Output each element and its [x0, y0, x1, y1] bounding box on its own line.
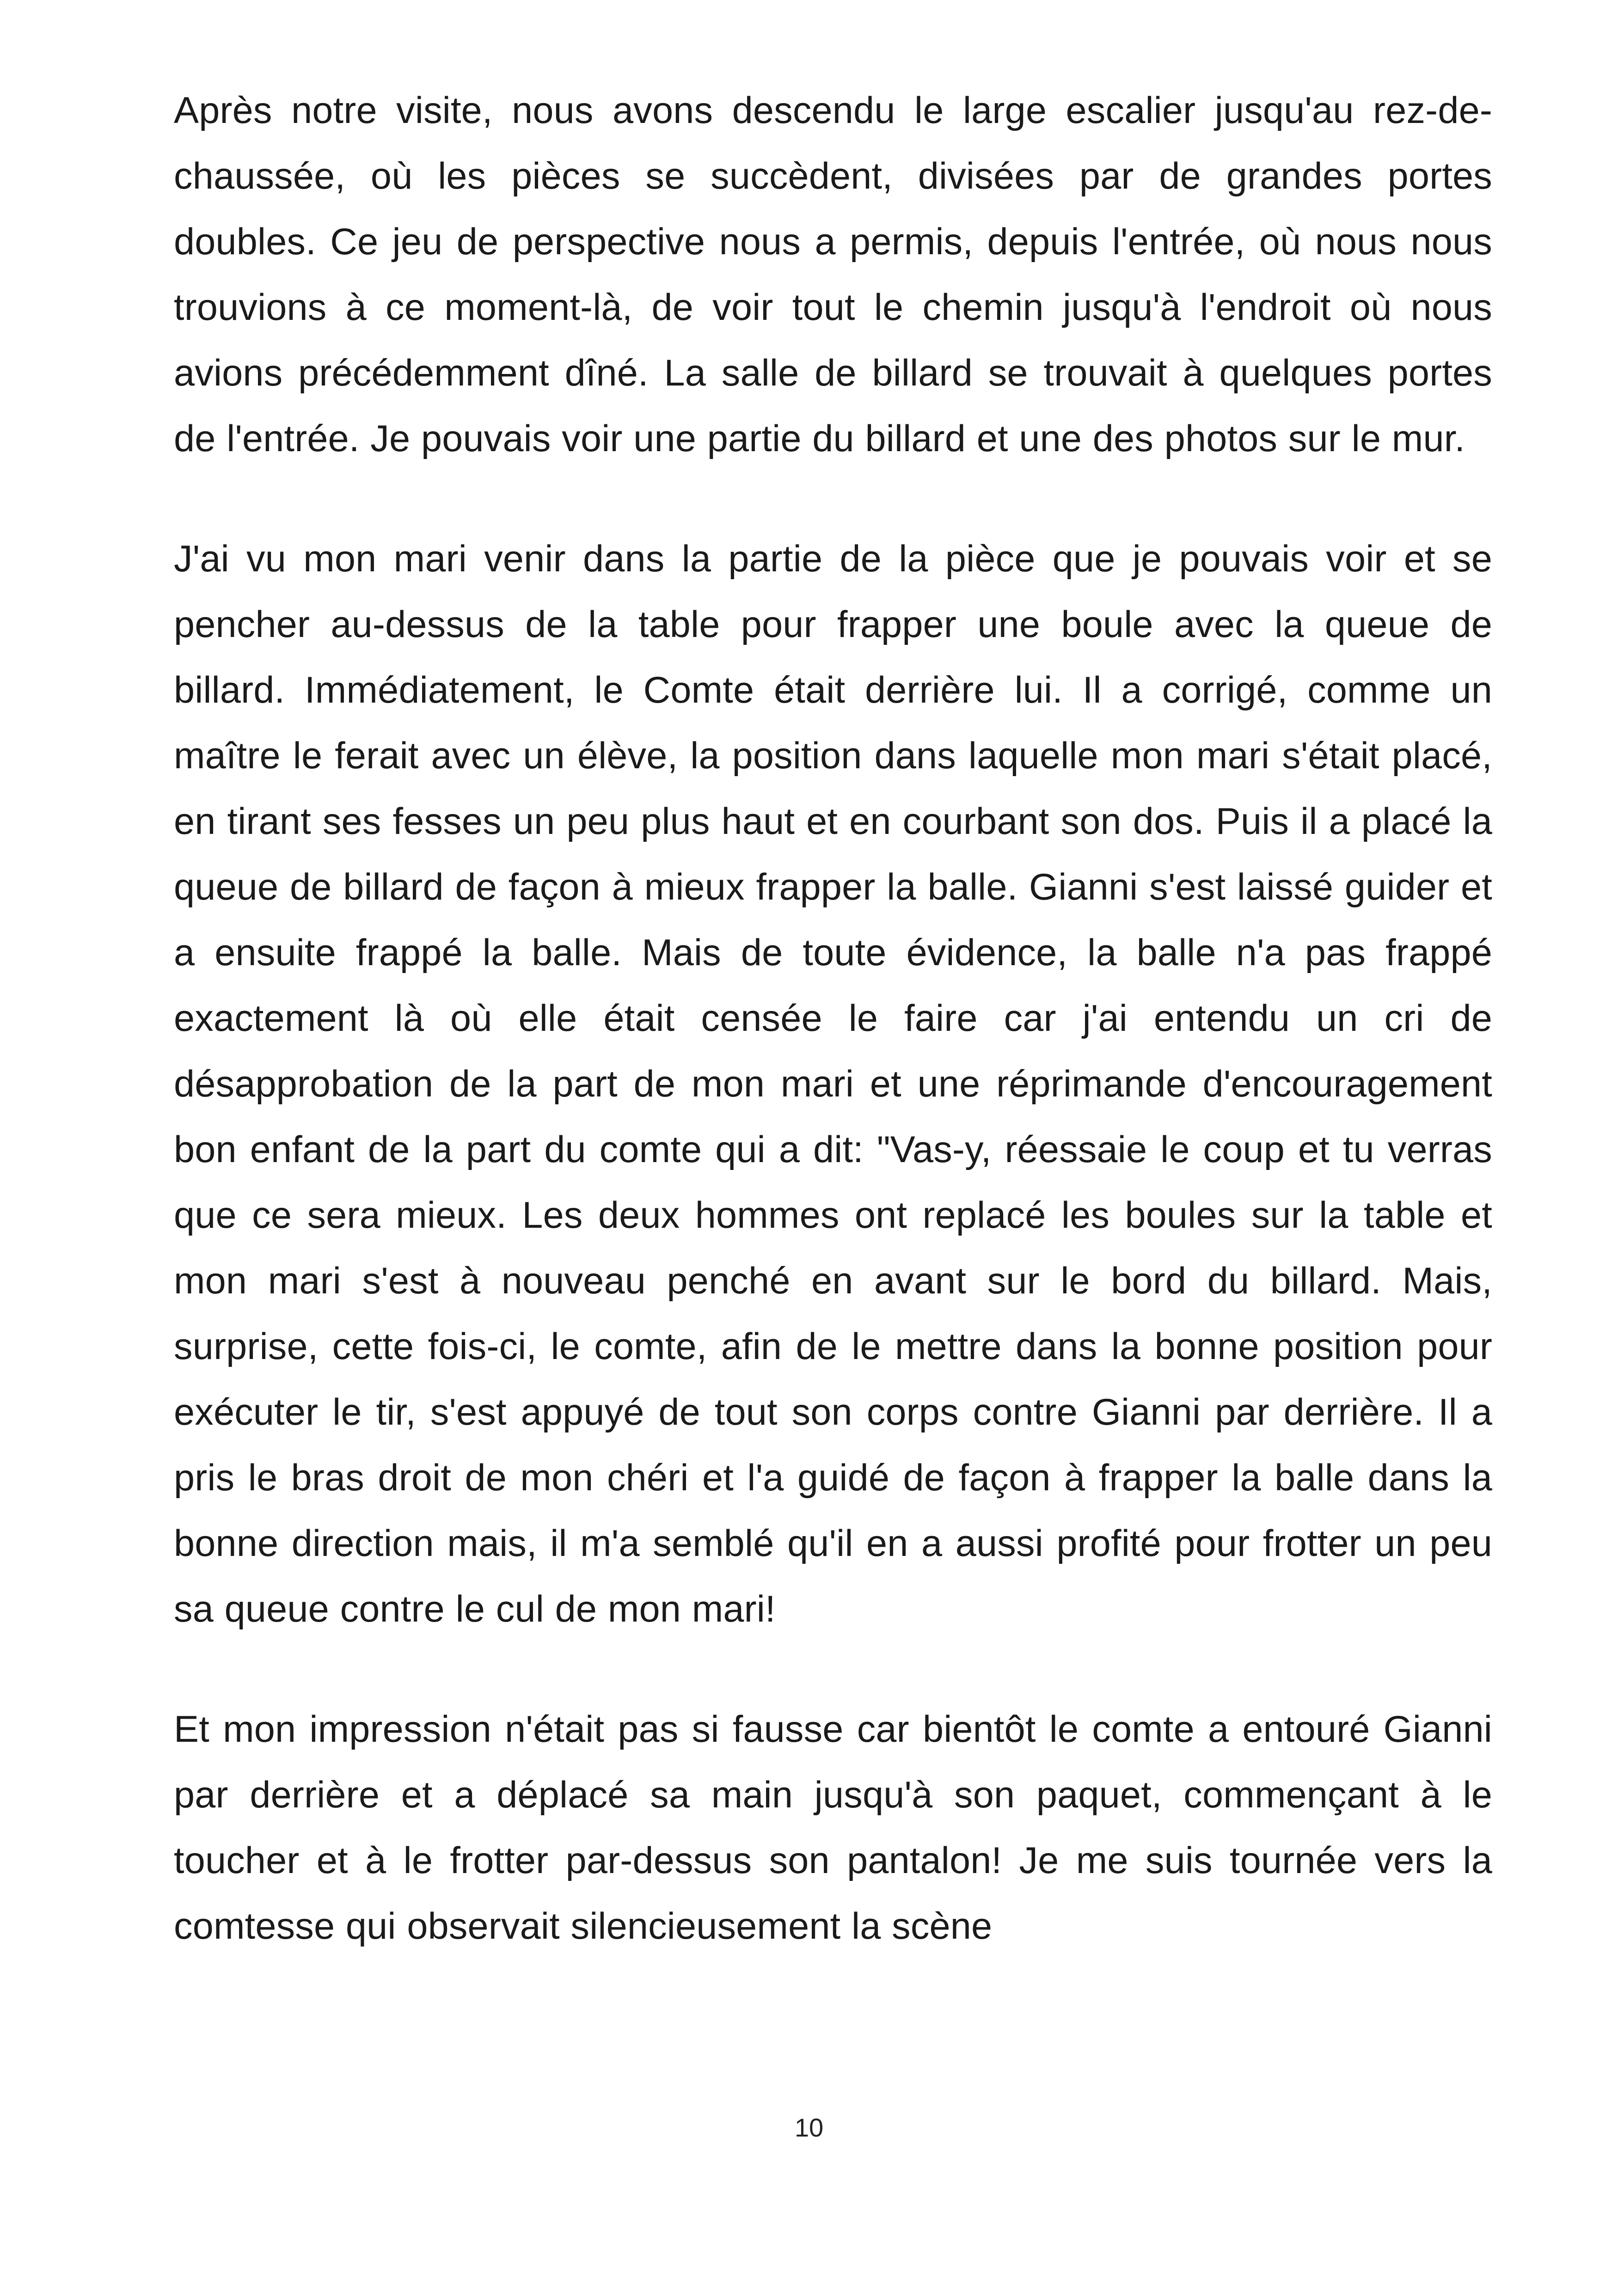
- paragraph: Après notre visite, nous avons descendu le large escalier jusqu'au rez-de-chaussée, où les pièces se succèdent, divisées par de grandes portes doubles. Ce jeu de perspective nous a permis, depuis l'entrée, où nous nous trouvions à ce moment-là, de voir tout le chemin jusqu'à l'endroit où nous avions précédemment dîné. La salle de billard se trouvait à quelques portes de l'entrée. Je pouvais voir une partie du billard et une des photos sur le mur.: [174, 90, 1492, 459]
- paragraph: J'ai vu mon mari venir dans la partie de la pièce que je pouvais voir et se pencher au-dessus de la table pour frapper une boule avec la queue de billard. Immédiatement, le Comte était derrière lui. Il a corrigé, comme un maître le ferait avec un élève, la position dans laquelle mon mari s'était placé, en tirant ses fesses un peu plus haut et en courbant son dos. Puis il a placé la queue de billard de façon à mieux frapper la balle. Gianni s'est laissé guider et a ensuite frappé la balle. Mais de toute évidence, la balle n'a pas frappé exactement là où elle était censée le faire car j'ai entendu un cri de désapprobation de la part de mon mari et une réprimande d'encouragement bon enfant de la part du comte qui a dit: "Vas-y, réessaie le coup et tu verras que ce sera mieux. Les deux hommes ont replacé les boules sur la table et mon mari s'est à nouveau penché en avant sur le bord du billard. Mais, surprise, cette fois-ci, le comte, afin de le mettre dans la bonne position pour exécuter le tir, s'est appuyé de tout son corps contre Gianni par derrière. Il a pris le bras droit de mon chéri et l'a guidé de façon à frapper la balle dans la bonne direction mais, il m'a semblé qu'il en a aussi profité pour frotter un peu sa queue contre le cul de mon mari!: [174, 538, 1492, 1630]
- paragraph: Et mon impression n'était pas si fausse car bientôt le comte a entouré Gianni par derrière et a déplacé sa main jusqu'à son paquet, commençant à le toucher et à le frotter par-dessus son pantalon! Je me suis tournée vers la comtesse qui observait silencieusement la scène: [174, 1708, 1492, 1947]
- body-text: [174, 78, 1492, 1959]
- page-number: 10: [794, 2113, 824, 2142]
